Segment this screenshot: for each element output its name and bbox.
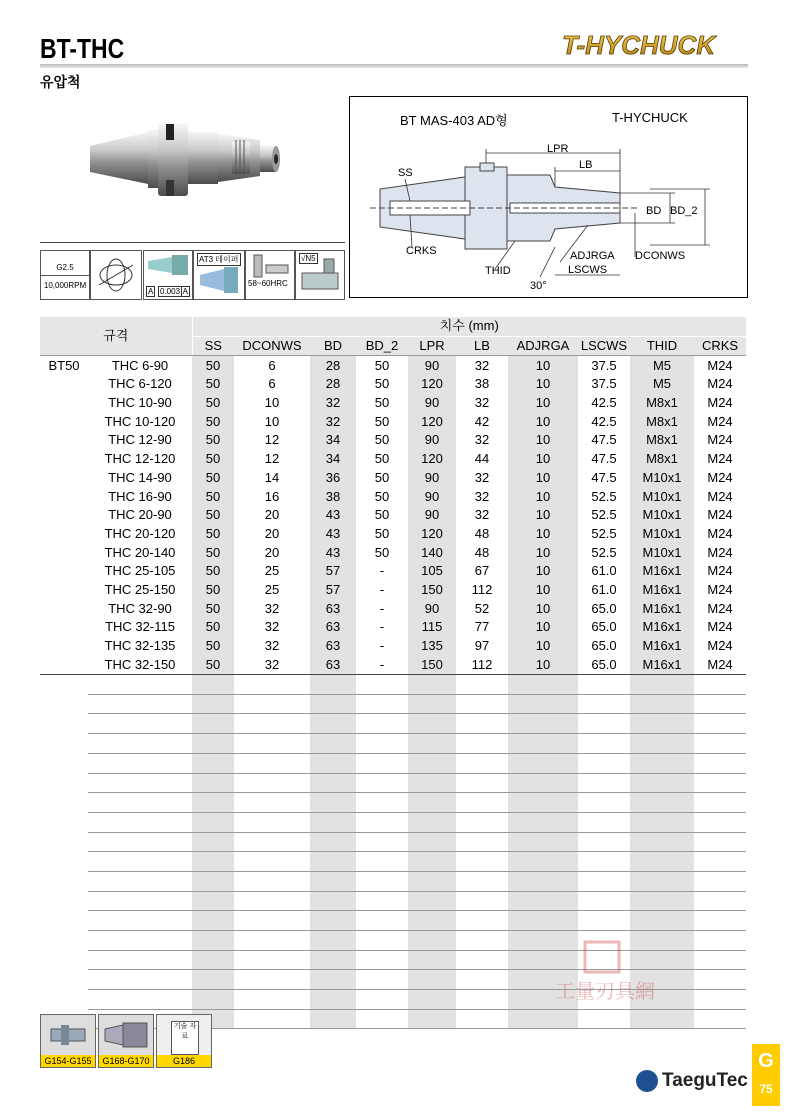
value-cell-dconws: 12 <box>264 432 280 448</box>
value-cell-crks: M24 <box>707 525 733 541</box>
reference-label-3: G186 <box>157 1055 211 1067</box>
value-cell-bd_2: - <box>379 619 385 635</box>
taegutec-logo-icon <box>636 1070 658 1092</box>
table-row <box>40 375 746 394</box>
value-cell-ss: 50 <box>192 394 234 413</box>
series-cell <box>40 599 88 618</box>
value-cell-lb: 112 <box>456 655 508 674</box>
value-cell-adjrga: 10 <box>508 450 578 469</box>
value-cell-bd: 63 <box>310 618 356 637</box>
angle-dimension: 30° <box>530 280 547 292</box>
taper-tolerance-icon <box>143 250 193 300</box>
model-cell: THC 6-90 <box>111 357 169 373</box>
value-cell-bd: 43 <box>310 506 356 525</box>
value-cell-ss: 50 <box>192 487 234 506</box>
empty-row <box>40 675 746 695</box>
value-cell-dconws: 32 <box>264 638 280 654</box>
value-cell-bd: 63 <box>310 655 356 674</box>
value-cell-adjrga: 10 <box>508 356 578 375</box>
column-header-bd: BD <box>310 336 356 356</box>
empty-row <box>40 812 746 832</box>
value-cell-crks: M24 <box>707 432 733 448</box>
model-cell: THC 32-135 <box>104 638 176 654</box>
model-cell: THC 16-90 <box>108 488 172 504</box>
table-row <box>40 431 746 450</box>
table-row <box>40 637 746 656</box>
header-divider <box>40 64 748 68</box>
value-cell-lpr: 150 <box>408 581 456 600</box>
value-cell-crks: M24 <box>707 581 733 597</box>
value-cell-bd_2: - <box>356 655 408 674</box>
model-cell: THC 12-120 <box>104 451 176 467</box>
value-cell-ss: 50 <box>192 506 234 525</box>
column-header-crks: CRKS <box>694 336 746 356</box>
model-cell: THC 25-105 <box>104 563 176 579</box>
value-cell-bd_2: 50 <box>374 469 390 485</box>
value-cell-adjrga: 10 <box>508 506 578 525</box>
empty-row <box>40 714 746 734</box>
spec-column-header: 규격 <box>40 317 192 356</box>
value-cell-lb: 112 <box>471 581 493 597</box>
value-cell-lb: 48 <box>474 525 490 541</box>
column-header-ss: SS <box>192 336 234 356</box>
value-cell-lscws: 47.5 <box>591 469 617 485</box>
hychuck-logo-text: T-HYCHUCK <box>562 30 716 60</box>
empty-row <box>40 734 746 754</box>
value-cell-dconws: 32 <box>264 619 280 635</box>
value-cell-bd_2: - <box>379 563 385 579</box>
dconws-dimension: DCONWS <box>635 250 686 262</box>
value-cell-dconws: 10 <box>264 413 280 429</box>
value-cell-crks: M24 <box>707 619 733 635</box>
column-header-thid: THID <box>630 336 694 356</box>
value-cell-ss: 50 <box>192 412 234 431</box>
column-header-adjrga: ADJRGA <box>508 336 578 356</box>
value-cell-lb: 32 <box>474 507 490 523</box>
value-cell-lb: 48 <box>474 544 490 560</box>
value-cell-lpr: 140 <box>408 543 456 562</box>
tech-doc-icon: 기술 자료 <box>171 1021 199 1055</box>
value-cell-adjrga: 10 <box>508 637 578 656</box>
empty-row <box>40 852 746 872</box>
value-cell-lpr: 135 <box>408 637 456 656</box>
model-cell: THC 6-120 <box>108 376 172 392</box>
value-cell-lscws: 65.0 <box>591 619 617 635</box>
value-cell-dconws: 10 <box>264 395 280 411</box>
reference-label-2: G168-G170 <box>99 1055 153 1067</box>
value-cell-lpr: 90 <box>408 356 456 375</box>
value-cell-thid: M10x1 <box>630 506 694 525</box>
value-cell-thid: M5 <box>630 375 694 394</box>
series-cell <box>40 637 88 656</box>
hychuck-logo <box>556 26 750 62</box>
value-cell-thid: M8x1 <box>630 431 694 450</box>
value-cell-thid: M16x1 <box>630 599 694 618</box>
value-cell-lpr: 120 <box>408 375 456 394</box>
value-cell-lb: 42 <box>474 413 490 429</box>
table-row <box>40 581 746 600</box>
value-cell-lpr: 120 <box>408 525 456 544</box>
model-cell: THC 20-140 <box>104 544 176 560</box>
table-row <box>40 618 746 637</box>
value-cell-crks: M24 <box>694 655 746 674</box>
value-cell-bd: 43 <box>310 525 356 544</box>
value-cell-lb: 38 <box>474 376 490 392</box>
value-cell-ss: 50 <box>192 599 234 618</box>
value-cell-dconws: 6 <box>268 376 276 392</box>
page-number: 75 <box>759 1082 773 1096</box>
watermark-text: 工量刃具網 <box>555 979 655 1003</box>
value-cell-lscws: 52.5 <box>591 507 617 523</box>
empty-row <box>40 832 746 852</box>
crks-dimension: CRKS <box>406 245 437 257</box>
series-cell: BT50 <box>48 357 80 373</box>
value-cell-dconws: 25 <box>264 581 280 597</box>
empty-row <box>40 694 746 714</box>
value-cell-crks: M24 <box>707 563 733 579</box>
value-cell-bd: 43 <box>310 543 356 562</box>
model-cell: THC 32-150 <box>88 655 192 674</box>
technical-drawing <box>349 96 748 298</box>
page-title: BT-THC <box>40 33 125 64</box>
model-cell: THC 12-90 <box>108 432 172 448</box>
value-cell-crks: M24 <box>707 376 733 392</box>
table-row <box>40 450 746 469</box>
empty-row <box>40 793 746 813</box>
value-cell-lscws: 37.5 <box>591 376 617 392</box>
model-cell: THC 20-90 <box>108 507 172 523</box>
value-cell-thid: M8x1 <box>630 394 694 413</box>
column-header-lb: LB <box>456 336 508 356</box>
section-letter: G <box>758 1050 774 1072</box>
value-cell-adjrga: 10 <box>508 469 578 488</box>
value-cell-bd: 32 <box>310 412 356 431</box>
value-cell-ss: 50 <box>192 375 234 394</box>
runout-datum-a2: A <box>182 287 188 296</box>
value-cell-lscws: 52.5 <box>591 544 617 560</box>
value-cell-bd_2: - <box>379 581 385 597</box>
value-cell-bd: 36 <box>310 469 356 488</box>
value-cell-thid: M10x1 <box>630 543 694 562</box>
empty-row <box>40 891 746 911</box>
value-cell-dconws: 6 <box>268 357 276 373</box>
lpr-dimension: LPR <box>547 143 569 155</box>
series-cell <box>40 487 88 506</box>
series-cell <box>40 450 88 469</box>
value-cell-lpr: 120 <box>408 450 456 469</box>
value-cell-thid: M16x1 <box>630 581 694 600</box>
value-cell-adjrga: 10 <box>508 562 578 581</box>
table-row <box>40 562 746 581</box>
model-cell: THC 10-90 <box>108 395 172 411</box>
lscws-dimension: LSCWS <box>568 264 608 276</box>
drawing-type-label: T-HYCHUCK <box>612 110 688 125</box>
column-header-dconws: DCONWS <box>234 336 310 356</box>
value-cell-lpr: 120 <box>408 412 456 431</box>
value-cell-lb: 52 <box>474 600 490 616</box>
value-cell-lscws: 52.5 <box>591 525 617 541</box>
table-row <box>40 412 746 431</box>
reference-thumb-3[interactable] <box>156 1014 212 1068</box>
value-cell-crks: M24 <box>707 600 733 616</box>
value-cell-lscws: 42.5 <box>591 413 617 429</box>
value-cell-thid: M16x1 <box>630 637 694 656</box>
value-cell-lscws: 52.5 <box>591 488 617 504</box>
value-cell-dconws: 14 <box>264 469 280 485</box>
value-cell-dconws: 25 <box>264 563 280 579</box>
reference-thumb-1[interactable] <box>40 1014 96 1068</box>
product-photo <box>80 110 305 220</box>
value-cell-thid: M8x1 <box>630 450 694 469</box>
value-cell-thid: M8x1 <box>630 412 694 431</box>
model-cell: THC 10-120 <box>104 413 176 429</box>
empty-row <box>40 871 746 891</box>
value-cell-lscws: 47.5 <box>591 451 617 467</box>
value-cell-bd_2: 50 <box>374 507 390 523</box>
value-cell-bd_2: 50 <box>374 376 390 392</box>
table-row <box>40 599 746 618</box>
value-cell-thid: M16x1 <box>630 562 694 581</box>
value-cell-bd_2: - <box>379 638 385 654</box>
table-row <box>40 469 746 488</box>
model-cell: THC 14-90 <box>108 469 172 485</box>
value-cell-thid: M16x1 <box>630 655 694 674</box>
value-cell-adjrga: 10 <box>508 375 578 394</box>
value-cell-thid: M10x1 <box>630 469 694 488</box>
page-subtitle: 유압척 <box>40 74 81 90</box>
value-cell-lscws: 65.0 <box>591 600 617 616</box>
value-cell-bd_2: 50 <box>374 357 390 373</box>
value-cell-lpr: 90 <box>408 431 456 450</box>
balance-icon: G2.5 10,000RPM <box>40 250 90 300</box>
value-cell-lb: 32 <box>474 469 490 485</box>
value-cell-thid: M5 <box>630 356 694 375</box>
column-header-bd_2: BD_2 <box>356 336 408 356</box>
watermark-logo <box>535 940 675 1015</box>
value-cell-crks: M24 <box>707 469 733 485</box>
value-cell-dconws: 12 <box>264 451 280 467</box>
value-cell-thid: M16x1 <box>630 618 694 637</box>
value-cell-bd: 28 <box>310 356 356 375</box>
series-cell <box>40 543 88 562</box>
table-row <box>40 525 746 544</box>
value-cell-lb: 32 <box>474 357 490 373</box>
series-cell <box>40 655 88 674</box>
value-cell-crks: M24 <box>707 544 733 560</box>
value-cell-lscws: 65.0 <box>591 638 617 654</box>
value-cell-lpr: 90 <box>408 487 456 506</box>
value-cell-bd_2: 50 <box>374 432 390 448</box>
icon-strip-divider <box>40 242 345 243</box>
value-cell-ss: 50 <box>192 637 234 656</box>
empty-row <box>40 911 746 931</box>
value-cell-bd: 32 <box>310 394 356 413</box>
table-row <box>40 394 746 413</box>
value-cell-bd_2: 50 <box>374 488 390 504</box>
value-cell-adjrga: 10 <box>508 412 578 431</box>
series-cell <box>40 431 88 450</box>
value-cell-adjrga: 10 <box>508 618 578 637</box>
value-cell-crks: M24 <box>707 395 733 411</box>
value-cell-adjrga: 10 <box>508 599 578 618</box>
adjrga-dimension: ADJRGA <box>570 250 615 262</box>
value-cell-bd: 63 <box>310 637 356 656</box>
surface-roughness-icon: √N5 <box>295 250 345 300</box>
series-cell <box>40 394 88 413</box>
model-cell: THC 20-120 <box>104 525 176 541</box>
value-cell-adjrga: 10 <box>508 525 578 544</box>
value-cell-lb: 32 <box>474 488 490 504</box>
table-row <box>40 356 746 375</box>
value-cell-thid: M10x1 <box>630 525 694 544</box>
table-row <box>40 655 746 674</box>
series-cell <box>40 618 88 637</box>
series-cell <box>40 525 88 544</box>
series-cell <box>40 562 88 581</box>
value-cell-ss: 50 <box>192 356 234 375</box>
empty-row <box>40 773 746 793</box>
value-cell-dconws: 20 <box>264 544 280 560</box>
value-cell-crks: M24 <box>707 507 733 523</box>
value-cell-dconws: 20 <box>264 507 280 523</box>
value-cell-lscws: 47.5 <box>591 432 617 448</box>
reference-thumb-2[interactable] <box>98 1014 154 1068</box>
series-cell <box>40 581 88 600</box>
value-cell-lpr: 90 <box>408 394 456 413</box>
hardness-icon: 58~60HRC <box>245 250 295 300</box>
value-cell-bd_2: 50 <box>374 395 390 411</box>
value-cell-lscws: 37.5 <box>591 357 617 373</box>
value-cell-lpr: 90 <box>408 599 456 618</box>
value-cell-crks: M24 <box>707 488 733 504</box>
value-cell-ss: 50 <box>192 525 234 544</box>
runout-datum-a: A <box>148 287 154 296</box>
series-cell <box>40 412 88 431</box>
value-cell-lpr: 115 <box>408 618 456 637</box>
runout-check-icon <box>90 250 142 300</box>
drawing-standard-label: BT MAS-403 AD형 <box>400 113 508 128</box>
reference-label-1: G154-G155 <box>41 1055 95 1067</box>
value-cell-lscws: 61.0 <box>591 563 617 579</box>
value-cell-bd: 34 <box>310 450 356 469</box>
dimension-column-header: 치수 (mm) <box>192 317 746 336</box>
value-cell-ss: 50 <box>192 469 234 488</box>
value-cell-bd: 34 <box>310 431 356 450</box>
value-cell-bd: 28 <box>310 375 356 394</box>
value-cell-adjrga: 10 <box>508 487 578 506</box>
table-row <box>40 543 746 562</box>
value-cell-crks: M24 <box>707 357 733 373</box>
lb-dimension: LB <box>579 159 593 171</box>
value-cell-bd: 57 <box>310 581 356 600</box>
value-cell-ss: 50 <box>192 618 234 637</box>
at3-taper-icon: AT3 테이퍼 <box>193 250 245 300</box>
spec-table <box>40 317 746 1029</box>
value-cell-lscws: 42.5 <box>591 395 617 411</box>
series-cell <box>40 375 88 394</box>
value-cell-bd_2: 50 <box>374 544 390 560</box>
value-cell-adjrga: 10 <box>508 581 578 600</box>
column-header-lscws: LSCWS <box>578 336 630 356</box>
value-cell-lpr: 105 <box>408 562 456 581</box>
model-cell: THC 25-150 <box>104 581 176 597</box>
bd-dimension: BD <box>646 205 662 217</box>
taegutec-brand: TaeguTec <box>662 1070 748 1091</box>
value-cell-adjrga: 10 <box>508 394 578 413</box>
table-row <box>40 506 746 525</box>
value-cell-lpr: 90 <box>408 506 456 525</box>
value-cell-lb: 67 <box>474 563 490 579</box>
runout-value: 0.003 <box>160 287 181 296</box>
value-cell-crks: M24 <box>707 451 733 467</box>
value-cell-ss: 50 <box>192 562 234 581</box>
value-cell-bd_2: 50 <box>374 451 390 467</box>
value-cell-ss: 50 <box>192 581 234 600</box>
value-cell-bd: 38 <box>310 487 356 506</box>
value-cell-lb: 44 <box>474 451 490 467</box>
value-cell-bd: 57 <box>310 562 356 581</box>
value-cell-dconws: 32 <box>264 600 280 616</box>
value-cell-crks: M24 <box>707 413 733 429</box>
table-row <box>40 487 746 506</box>
value-cell-bd_2: 50 <box>374 525 390 541</box>
value-cell-crks: M24 <box>707 638 733 654</box>
value-cell-thid: M10x1 <box>630 487 694 506</box>
value-cell-adjrga: 10 <box>508 431 578 450</box>
value-cell-lscws: 61.0 <box>591 581 617 597</box>
value-cell-ss: 50 <box>192 450 234 469</box>
value-cell-ss: 50 <box>192 431 234 450</box>
empty-row <box>40 753 746 773</box>
value-cell-adjrga: 10 <box>508 543 578 562</box>
value-cell-bd_2: 50 <box>374 413 390 429</box>
value-cell-adjrga: 10 <box>508 655 578 674</box>
column-header-lpr: LPR <box>408 336 456 356</box>
value-cell-lb: 32 <box>474 395 490 411</box>
bd2-dimension: BD_2 <box>670 205 698 217</box>
value-cell-bd: 63 <box>310 599 356 618</box>
value-cell-ss: 50 <box>192 543 234 562</box>
value-cell-lb: 97 <box>474 638 490 654</box>
value-cell-lpr: 90 <box>408 469 456 488</box>
ss-dimension: SS <box>398 167 413 179</box>
value-cell-dconws: 20 <box>264 525 280 541</box>
series-cell <box>40 469 88 488</box>
model-cell: THC 32-90 <box>108 600 172 616</box>
value-cell-lpr: 150 <box>408 655 456 674</box>
value-cell-dconws: 32 <box>234 655 310 674</box>
value-cell-lscws: 65.0 <box>578 655 630 674</box>
value-cell-lb: 77 <box>474 619 490 635</box>
value-cell-ss: 50 <box>192 655 234 674</box>
value-cell-dconws: 16 <box>264 488 280 504</box>
thid-dimension: THID <box>485 265 511 277</box>
model-cell: THC 32-115 <box>105 619 175 635</box>
value-cell-lb: 32 <box>474 432 490 448</box>
series-cell <box>40 506 88 525</box>
value-cell-bd_2: - <box>379 600 385 616</box>
